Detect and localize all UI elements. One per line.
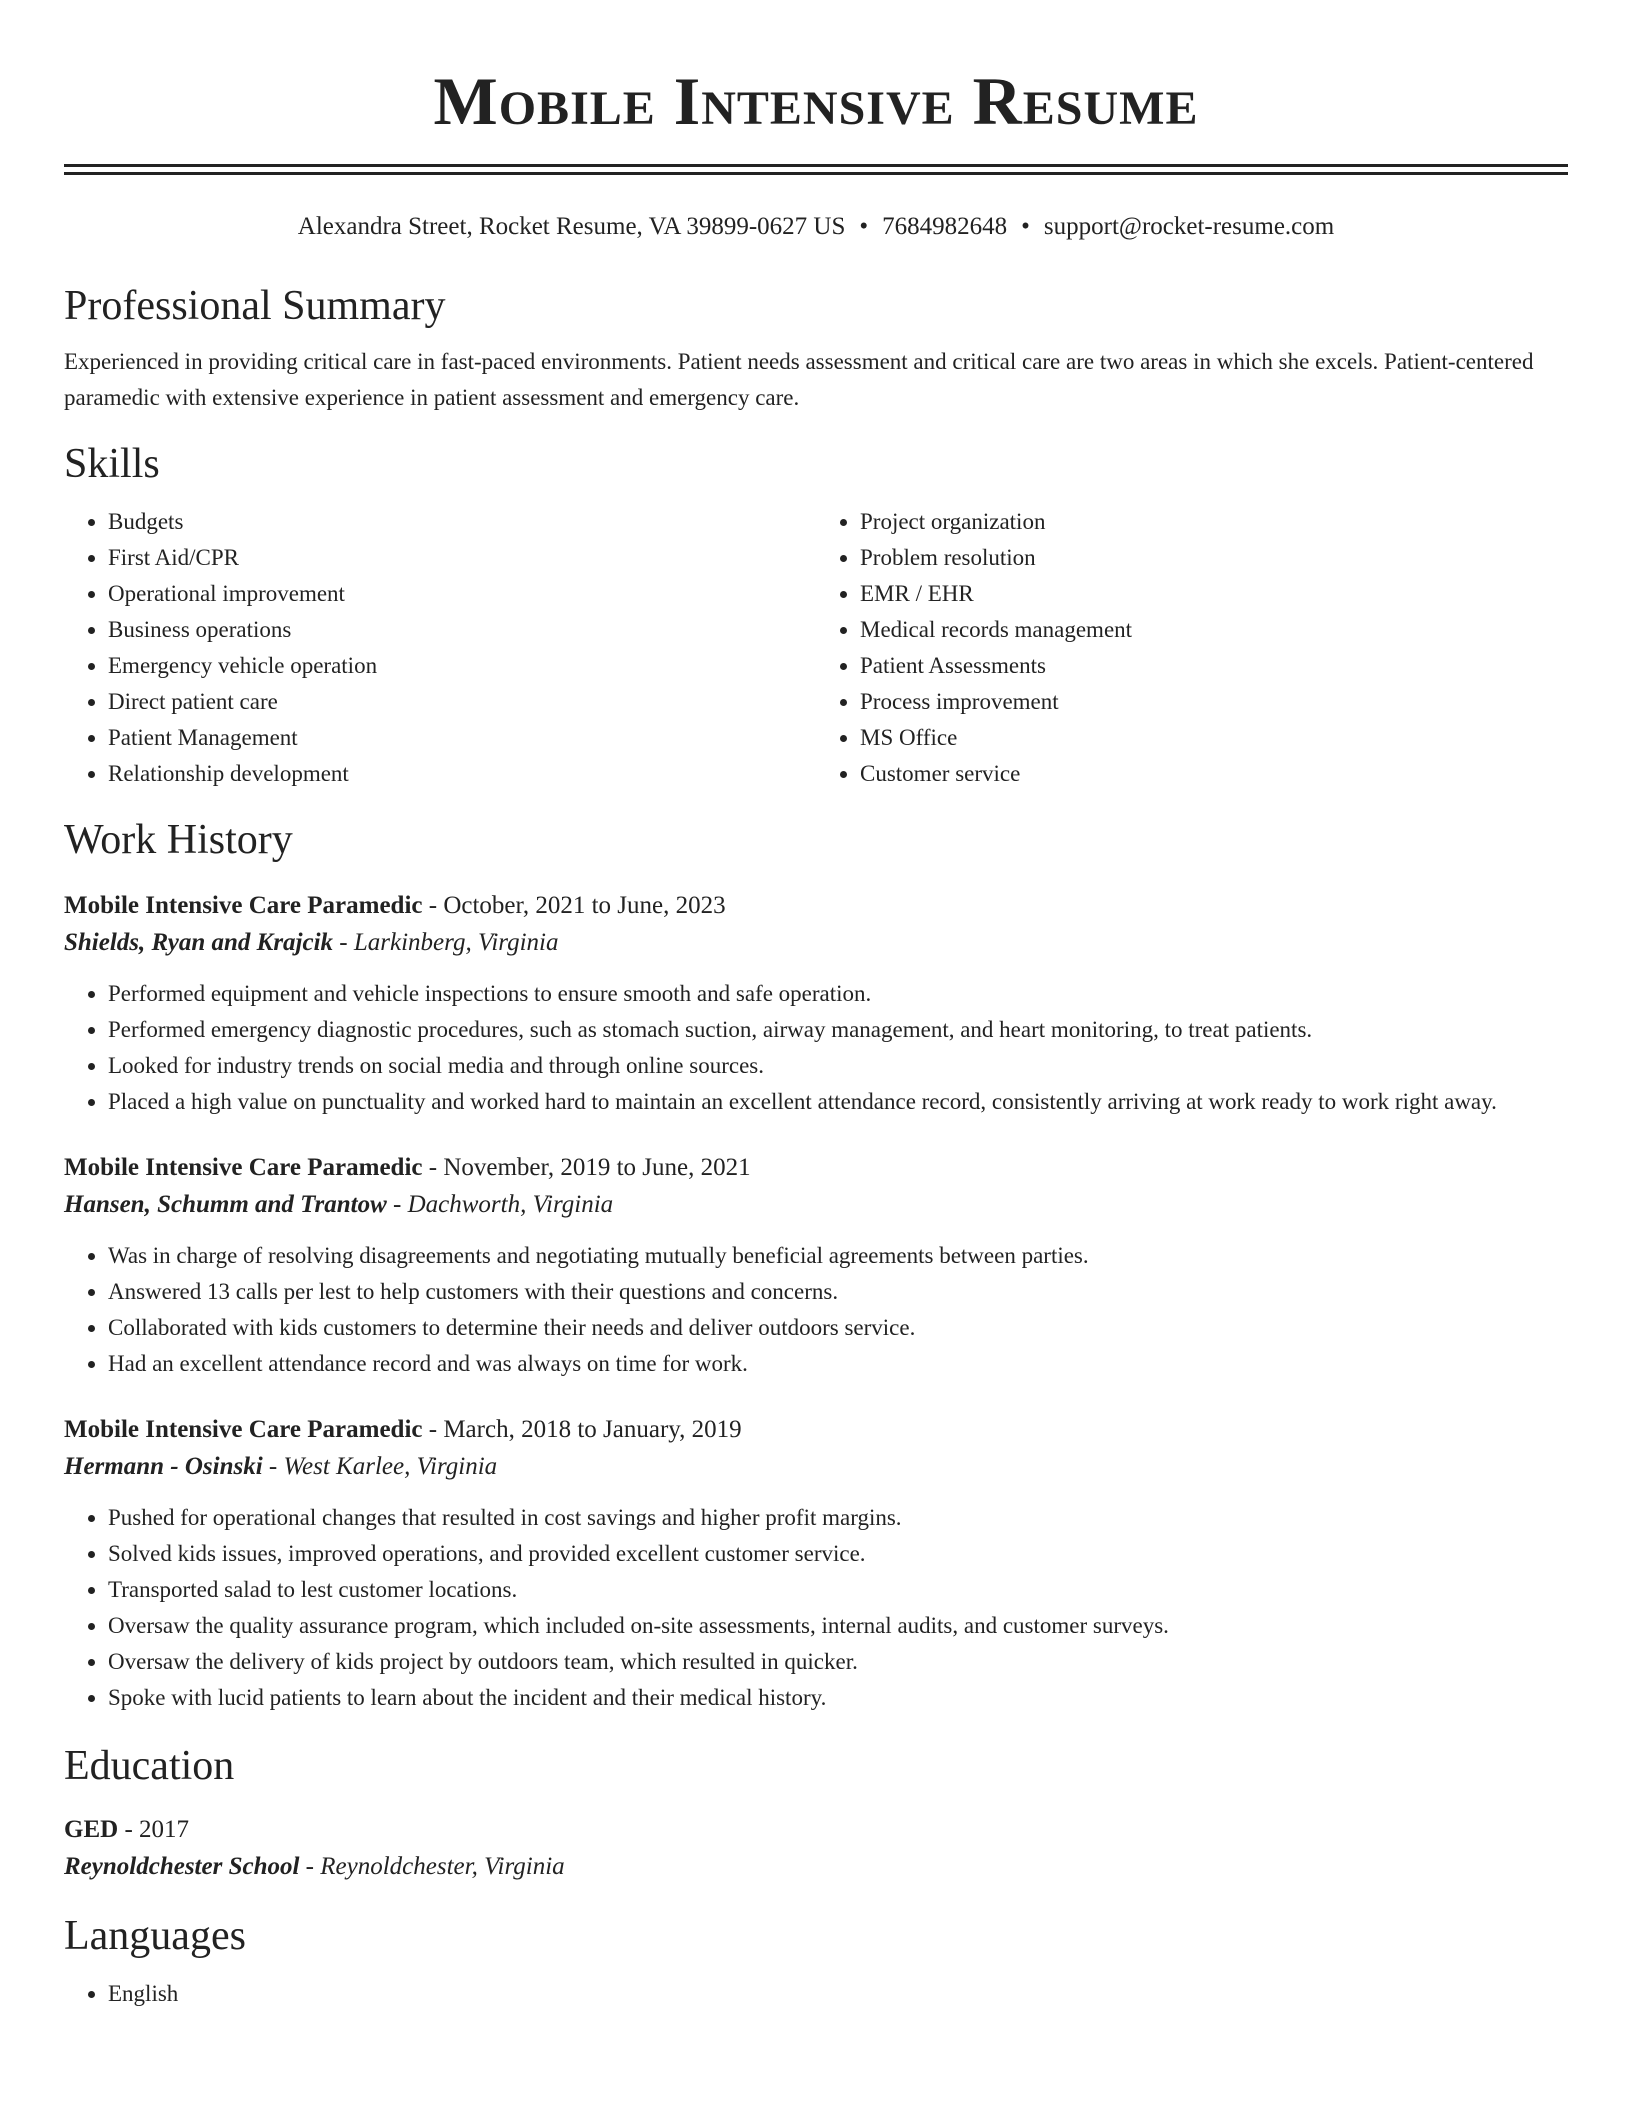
job-bullet: • Performed emergency diagnostic procedures, such as stomach suction, airway management, and heart monitoring, to treat patients. [108, 1012, 1568, 1048]
skill-item: • Patient Assessments [860, 648, 1568, 684]
skill-item: • Emergency vehicle operation [108, 648, 816, 684]
contact-separator: • [1021, 213, 1030, 240]
summary-text: Experienced in providing critical care in fast-paced environments. Patient needs assessment and critical care are two areas in which she excels. Patient-centered paramedic with extensive experience in patient assessment and emergency care. [64, 349, 1534, 410]
job-bullets [64, 1238, 1568, 1382]
job-dates: November, 2019 to June, 2021 [443, 1154, 751, 1181]
contact-phone: 7684982648 [882, 213, 1008, 240]
skills-list-right [816, 504, 1568, 792]
job-location: Larkinberg, Virginia [353, 929, 559, 956]
job-bullet: • Transported salad to lest customer locations. [108, 1572, 1568, 1608]
job-bullet: • Spoke with lucid patients to learn about the incident and their medical history. [108, 1680, 1568, 1716]
education-degree-line: GED - 2017 [64, 1816, 190, 1843]
job-title-line: Mobile Intensive Care Paramedic - October, 2021 to June, 2023 [64, 892, 726, 919]
skill-item: • Business operations [108, 612, 816, 648]
languages-section [64, 1976, 1568, 2012]
job-bullet: • Solved kids issues, improved operations, and provided excellent customer service. [108, 1536, 1568, 1572]
education-school-line: Reynoldchester School - Reynoldchester, Virginia [64, 1853, 565, 1880]
job-bullets [64, 976, 1568, 1120]
skill-item: • Medical records management [860, 612, 1568, 648]
education-school: Reynoldchester School [64, 1853, 300, 1880]
job-entry [64, 1412, 1568, 1716]
job-bullet: • Had an excellent attendance record and was always on time for work. [108, 1346, 1568, 1382]
education-heading: Education [64, 1743, 235, 1789]
job-position: Mobile Intensive Care Paramedic [64, 892, 423, 919]
job-bullet: • Answered 13 calls per lest to help customers with their questions and concerns. [108, 1274, 1568, 1310]
language-item: • English [108, 1976, 1568, 2012]
education-location: Reynoldchester, Virginia [320, 1853, 565, 1880]
skill-item: • First Aid/CPR [108, 540, 816, 576]
contact-line [64, 210, 1568, 244]
job-bullet: • Oversaw the delivery of kids project by outdoors team, which resulted in quicker. [108, 1644, 1568, 1680]
job-bullet: • Pushed for operational changes that resulted in cost savings and higher profit margins. [108, 1500, 1568, 1536]
job-company: Hermann - Osinski [64, 1453, 263, 1480]
work-history-heading: Work History [64, 817, 293, 863]
job-bullet: • Collaborated with kids customers to determine their needs and deliver outdoors service. [108, 1310, 1568, 1346]
skill-item: • Operational improvement [108, 576, 816, 612]
job-company-line: Hansen, Schumm and Trantow - Dachworth, Virginia [64, 1191, 614, 1218]
job-entry [64, 1150, 1568, 1382]
job-entry [64, 888, 1568, 1120]
education-degree: GED [64, 1816, 119, 1843]
job-bullet: • Oversaw the quality assurance program, which included on-site assessments, internal audits, and customer surveys. [108, 1608, 1568, 1644]
job-position: Mobile Intensive Care Paramedic [64, 1154, 423, 1181]
education-year: 2017 [139, 1816, 190, 1843]
skill-item: • Budgets [108, 504, 816, 540]
education-entry [64, 1812, 1568, 1886]
skill-item: • EMR / EHR [860, 576, 1568, 612]
job-bullet: • Placed a high value on punctuality and worked hard to maintain an excellent attendance record, consistently arriving at work ready to work right away. [108, 1084, 1568, 1120]
job-title-line: Mobile Intensive Care Paramedic - March, 2018 to January, 2019 [64, 1416, 742, 1443]
skill-item: • Direct patient care [108, 684, 816, 720]
job-company: Shields, Ryan and Krajcik [64, 929, 334, 956]
skill-item: • Process improvement [860, 684, 1568, 720]
job-position: Mobile Intensive Care Paramedic [64, 1416, 423, 1443]
job-dates: October, 2021 to June, 2023 [443, 892, 726, 919]
skill-item: • Customer service [860, 756, 1568, 792]
resume-name: Mobile Intensive Resume [433, 63, 1199, 139]
job-bullets [64, 1500, 1568, 1716]
job-location: Dachworth, Virginia [407, 1191, 614, 1218]
header-double-rule [64, 164, 1568, 175]
languages-heading: Languages [64, 1913, 246, 1959]
job-bullet: • Was in charge of resolving disagreements and negotiating mutually beneficial agreements between parties. [108, 1238, 1568, 1274]
contact-email: support@rocket-resume.com [1043, 213, 1335, 240]
contact-separator: • [859, 213, 869, 240]
skill-item: • MS Office [860, 720, 1568, 756]
job-bullet: • Performed equipment and vehicle inspections to ensure smooth and safe operation. [108, 976, 1568, 1012]
skill-item: • Problem resolution [860, 540, 1568, 576]
skills-list-left [64, 504, 816, 792]
skills-heading: Skills [64, 441, 160, 487]
job-title-line: Mobile Intensive Care Paramedic - November, 2019 to June, 2021 [64, 1154, 751, 1181]
summary-heading: Professional Summary [64, 283, 446, 329]
job-bullet: • Looked for industry trends on social media and through online sources. [108, 1048, 1568, 1084]
job-company-line: Shields, Ryan and Krajcik - Larkinberg, Virginia [64, 929, 559, 956]
skill-item: • Relationship development [108, 756, 816, 792]
job-dates: March, 2018 to January, 2019 [443, 1416, 742, 1443]
job-company: Hansen, Schumm and Trantow [64, 1191, 387, 1218]
job-company-line: Hermann - Osinski - West Karlee, Virginia [64, 1453, 498, 1480]
skills-columns [64, 504, 1568, 792]
languages-list [64, 1976, 1568, 2012]
skill-item: • Patient Management [108, 720, 816, 756]
skill-item: • Project organization [860, 504, 1568, 540]
job-location: West Karlee, Virginia [283, 1453, 498, 1480]
contact-address: Alexandra Street, Rocket Resume, VA 39899-0627 US [297, 213, 846, 240]
